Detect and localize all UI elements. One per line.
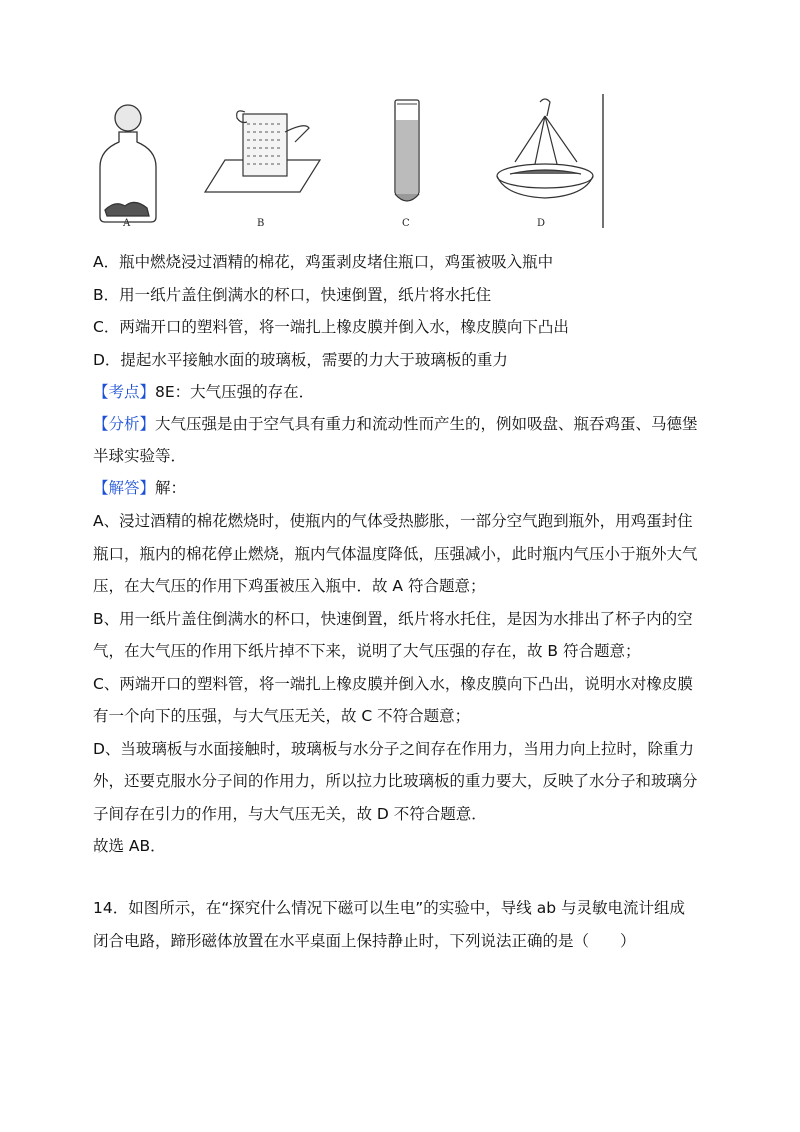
figure-label-b: B xyxy=(257,218,265,229)
option-c: C．两端开口的塑料管，将一端扎上橡皮膜并倒入水，橡皮膜向下凸出 xyxy=(93,318,569,336)
bottle-egg-drawing xyxy=(100,105,156,222)
cup-paper-drawing xyxy=(205,111,320,192)
option-a: A．瓶中燃烧浸过酒精的棉花，鸡蛋剥皮堵住瓶口，鸡蛋被吸入瓶中 xyxy=(93,253,554,271)
answer-line: A、浸过酒精的棉花燃烧时，使瓶内的气体受热膨胀，一部分空气跑到瓶外，用鸡蛋封住 xyxy=(93,512,693,530)
fenxi-text-1: 大气压强是由于空气具有重力和流动性而产生的，例如吸盘、瓶吞鸡蛋、马德堡 xyxy=(155,415,698,433)
question-14-line-2: 闭合电路，蹄形磁体放置在水平桌面上保持静止时，下列说法正确的是（ ） xyxy=(93,932,636,950)
fenxi-line-2: 半球实验等． xyxy=(93,447,187,465)
glass-plate-drawing xyxy=(497,94,603,228)
answer-line: 子间存在引力的作用，与大气压无关，故 D 不符合题意． xyxy=(93,805,487,823)
tube-membrane-drawing xyxy=(395,100,419,201)
jieda-text: 解： xyxy=(155,479,187,497)
answer-line: 压，在大气压的作用下鸡蛋被压入瓶中．故 A 符合题意； xyxy=(93,577,486,595)
answer-line: 气，在大气压的作用下纸片掉不下来，说明了大气压强的存在，故 B 符合题意； xyxy=(93,642,641,660)
figure-label-c: C xyxy=(402,218,410,229)
question-14-line-1: 14．如图所示，在“探究什么情况下磁可以生电”的实验中，导线 ab 与灵敏电流计组成 xyxy=(93,899,685,917)
experiment-drawings xyxy=(95,92,605,242)
final-answer: 故选 AB． xyxy=(93,837,166,855)
kaodian-tag: 【考点】 xyxy=(93,383,156,401)
fenxi-line-1 xyxy=(93,414,698,434)
kaodian-line xyxy=(93,382,314,402)
jieda-line xyxy=(93,478,186,498)
option-b: B．用一纸片盖住倒满水的杯口，快速倒置，纸片将水托住 xyxy=(93,286,492,304)
jieda-tag: 【解答】 xyxy=(93,479,156,497)
kaodian-text: 8E：大气压强的存在． xyxy=(155,383,315,401)
answer-line: 外，还要克服水分子间的作用力，所以拉力比玻璃板的重力要大，反映了水分子和玻璃分 xyxy=(93,772,698,790)
experiment-figure xyxy=(95,92,605,242)
answer-line: D、当玻璃板与水面接触时，玻璃板与水分子之间存在作用力，当用力向上拉时，除重力 xyxy=(93,740,694,758)
option-d: D．提起水平接触水面的玻璃板，需要的力大于玻璃板的重力 xyxy=(93,351,508,369)
answer-line: C、两端开口的塑料管，将一端扎上橡皮膜并倒入水，橡皮膜向下凸出，说明水对橡皮膜 xyxy=(93,675,693,693)
answer-line: 瓶口，瓶内的棉花停止燃烧，瓶内气体温度降低，压强减小，此时瓶内气压小于瓶外大气 xyxy=(93,545,698,563)
figure-label-d: D xyxy=(537,218,546,229)
fenxi-tag: 【分析】 xyxy=(93,415,156,433)
figure-label-a: A xyxy=(123,218,131,229)
answer-line: B、用一纸片盖住倒满水的杯口，快速倒置，纸片将水托住，是因为水排出了杯子内的空 xyxy=(93,610,693,628)
answer-line: 有一个向下的压强，与大气压无关，故 C 不符合题意； xyxy=(93,707,471,725)
